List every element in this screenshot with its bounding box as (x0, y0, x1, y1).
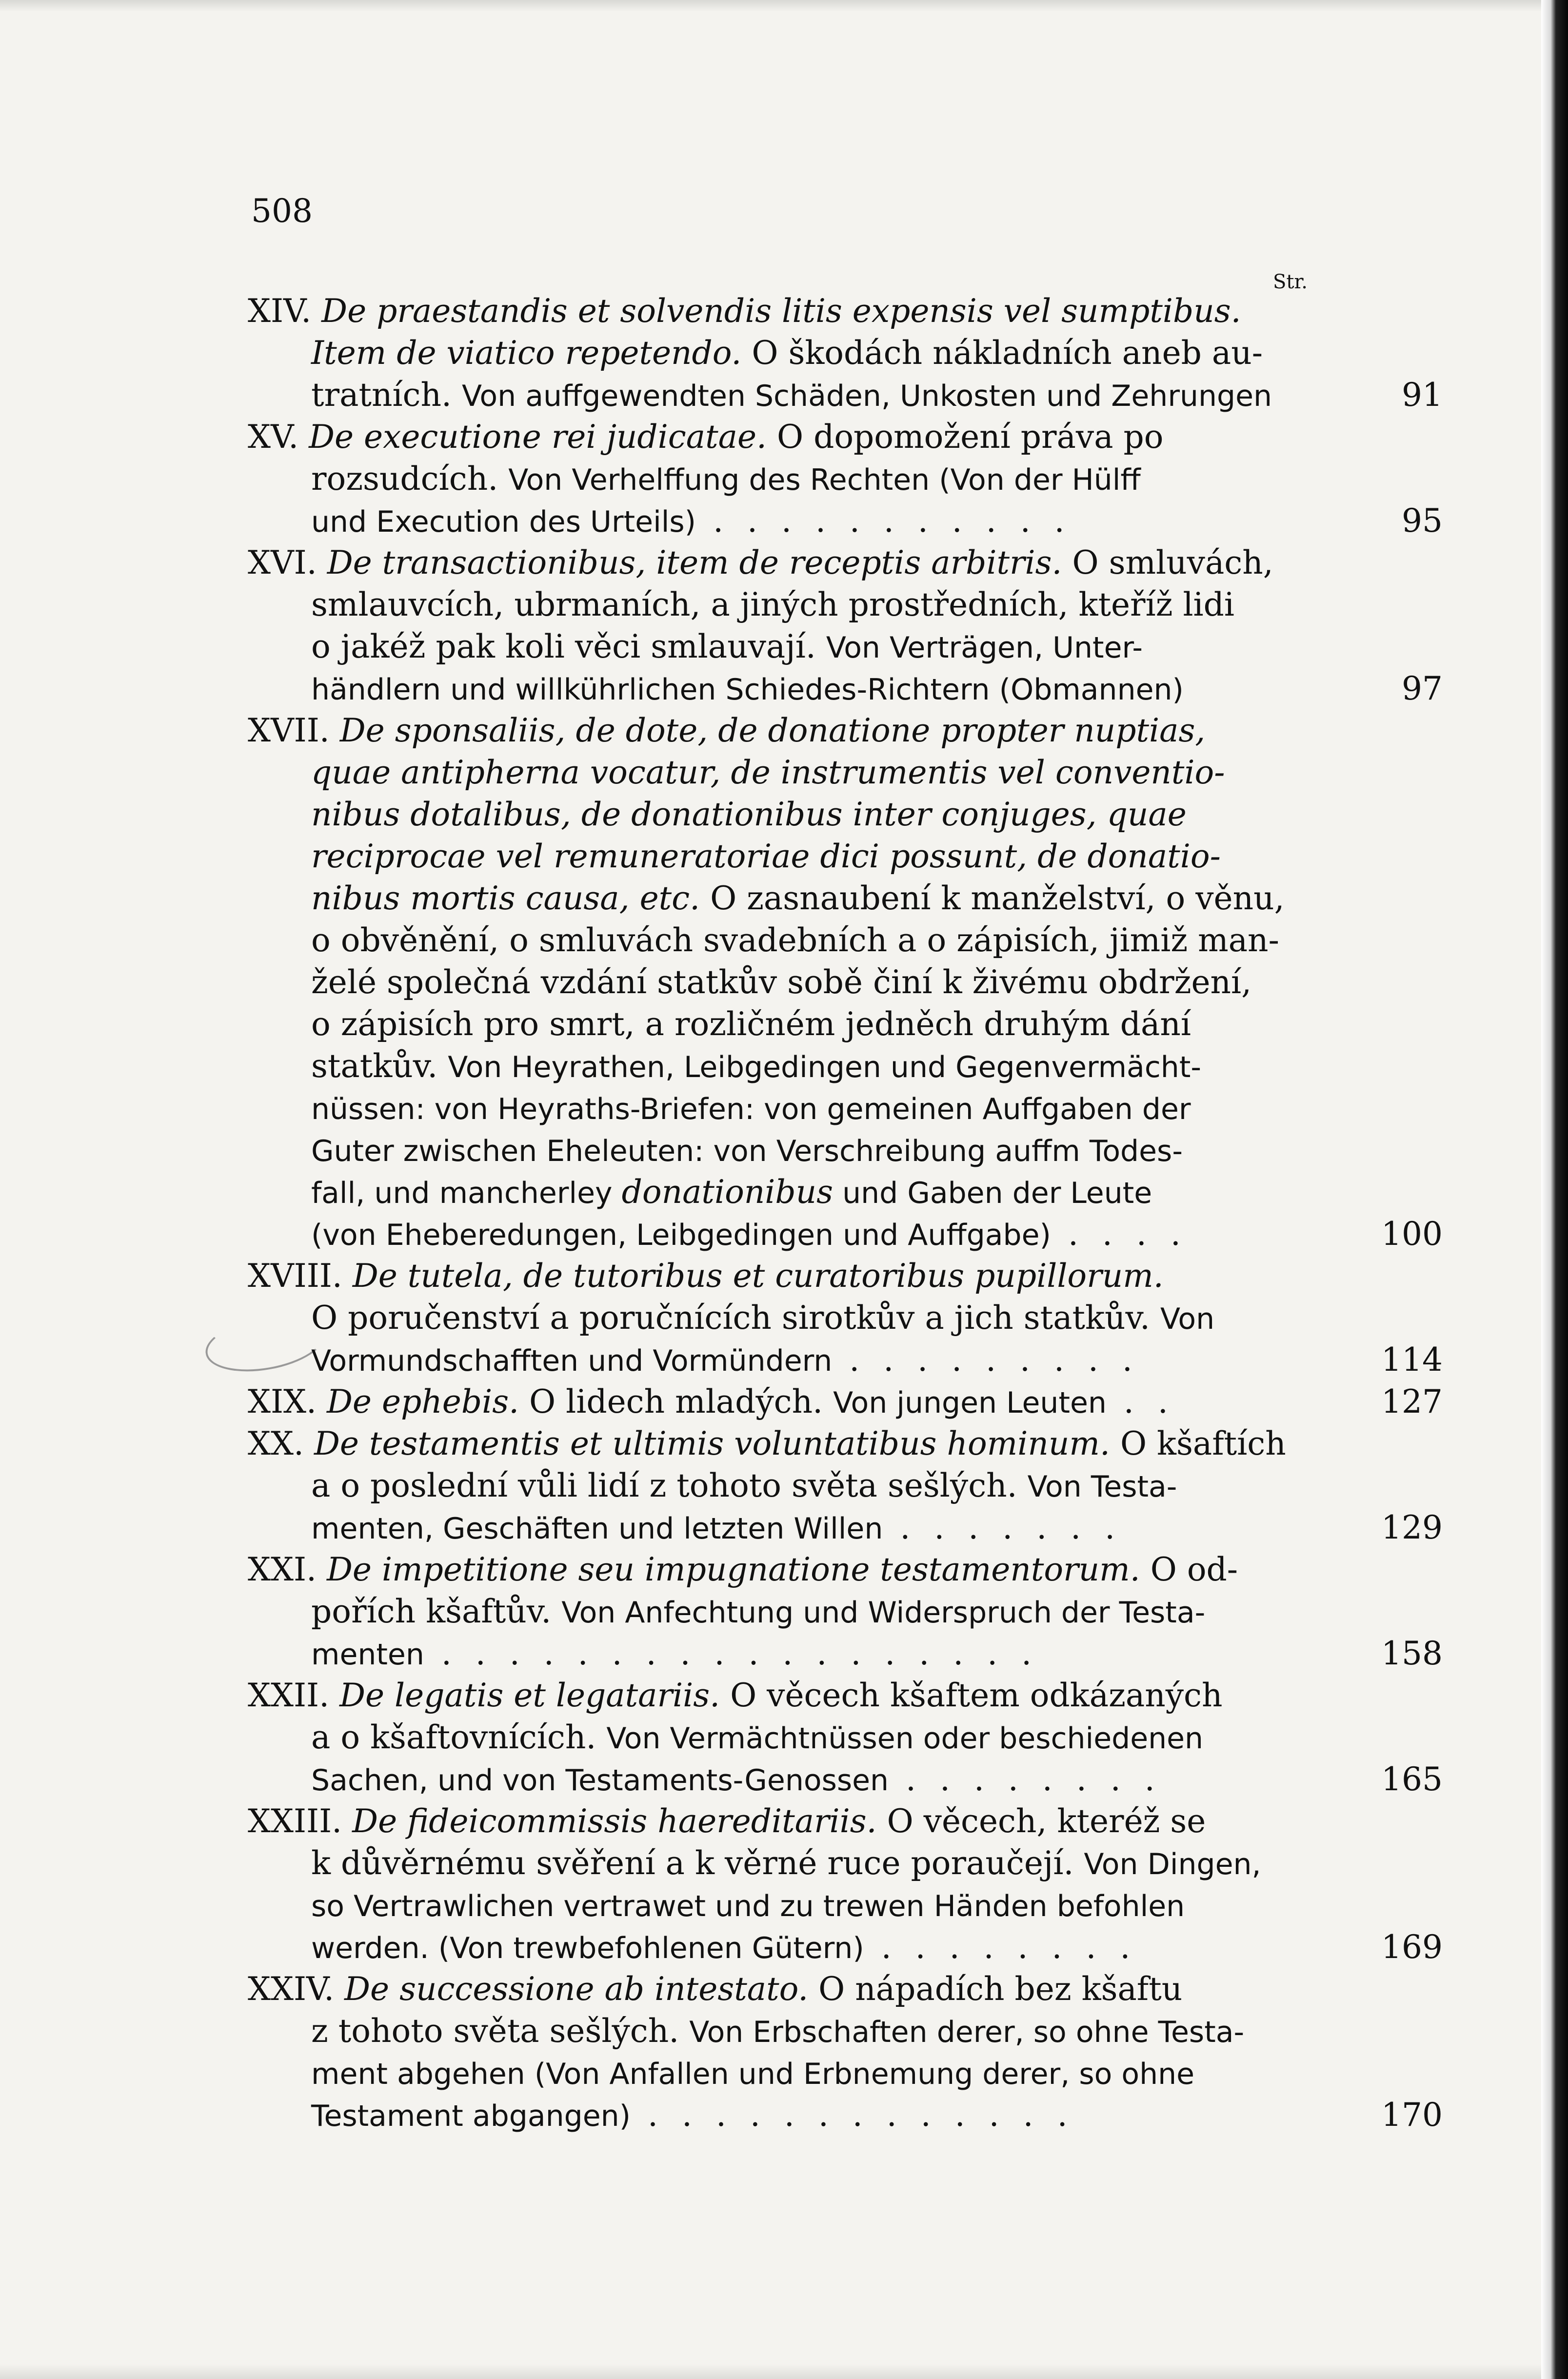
toc-line (248, 1800, 1443, 1842)
toc-line (248, 710, 1443, 752)
scan-edge-right (1541, 0, 1568, 2379)
latin-title: Item de viatico repetendo. (311, 334, 742, 372)
latin-title: De tutela, de tutoribus et curatoribus pupillorum. (352, 1257, 1164, 1295)
toc-line (248, 1675, 1443, 1717)
dot-leader: . . . . . . . . . . . (696, 502, 1072, 540)
page-ref: 100 (1381, 1215, 1443, 1253)
scan-edge-bottom (0, 2364, 1541, 2379)
page-ref: 158 (1381, 1635, 1443, 1672)
toc-line (248, 1591, 1443, 1633)
page-column-label: Str. (1273, 271, 1308, 293)
toc-entry (248, 542, 1443, 710)
chapter-number: XVI. (248, 544, 317, 581)
toc-entry (248, 1675, 1443, 1800)
czech-text: statkův. (311, 1047, 448, 1085)
czech-text: o jakéž pak koli věci smlauvají. (311, 628, 826, 665)
german-text: Von (1160, 1302, 1215, 1336)
german-text: Von Verhelffung des Rechten (Von der Hülff (508, 463, 1141, 497)
latin-title: reciprocae vel remuneratoriae dici possunt, de donatio- (311, 838, 1221, 875)
toc-entry (248, 1255, 1443, 1381)
german-text: Von Heyrathen, Leibgedingen und Gegenvermächt- (448, 1050, 1202, 1084)
table-of-contents (248, 290, 1443, 2136)
toc-line (248, 752, 1443, 794)
czech-text: pořích kšaftův. (311, 1593, 562, 1630)
czech-text: tratních. (311, 376, 462, 414)
toc-line (248, 961, 1443, 1003)
toc-line (248, 1549, 1443, 1591)
toc-entry (248, 1381, 1443, 1423)
toc-entry (248, 290, 1443, 416)
toc-entry (248, 416, 1443, 542)
toc-line (248, 1926, 1443, 1968)
toc-entry (248, 1423, 1443, 1549)
latin-title: De praestandis et solvendis litis expensis vel sumptibus. (321, 292, 1241, 330)
latin-title: De ephebis. (327, 1383, 519, 1420)
czech-text: a o kšaftovnících. (311, 1719, 607, 1756)
toc-line (248, 1339, 1443, 1381)
dot-leader: . . . . . . . . . . . . . (631, 2096, 1074, 2134)
toc-line (248, 1759, 1443, 1800)
german-text: händlern und willkührlichen Schiedes-Richtern (Obmannen) (311, 673, 1184, 707)
german-text: Von Verträgen, Unter- (826, 631, 1143, 665)
page-ref: 114 (1381, 1341, 1443, 1379)
latin-title: nibus dotalibus, de donationibus inter conjuges, quae (311, 796, 1187, 833)
toc-line (248, 1884, 1443, 1926)
dot-leader: . . . . (1051, 1215, 1188, 1253)
toc-line (248, 1507, 1443, 1549)
page-ref: 169 (1381, 1928, 1443, 1966)
toc-line (248, 2052, 1443, 2094)
latin-title: De successione ab intestato. (344, 1970, 809, 2008)
chapter-number: XVII. (248, 712, 330, 749)
toc-line (248, 878, 1443, 920)
czech-text: O kšaftích (1110, 1425, 1286, 1462)
page-ref: 165 (1381, 1760, 1443, 1798)
toc-line (248, 1297, 1443, 1339)
chapter-number: XX. (248, 1425, 304, 1462)
dot-leader: . . . . . . . . . . . . . . . . . . (424, 1635, 1039, 1672)
toc-line (248, 1968, 1443, 2010)
german-text: Von auffgewendten Schäden, Unkosten und Zehrungen (462, 379, 1272, 413)
toc-line (248, 290, 1443, 332)
toc-line (248, 1633, 1443, 1675)
german-text: menten (311, 1638, 424, 1672)
toc-line (248, 1717, 1443, 1759)
scan-edge-top (0, 0, 1541, 12)
chapter-number: XXII. (248, 1677, 330, 1714)
german-text: werden. (Von trewbefohlenen Gütern) (311, 1931, 864, 1965)
czech-text: O věcech, kteréž se (876, 1802, 1206, 1840)
dot-leader: . . . . . . . . (889, 1760, 1162, 1798)
czech-text: želé společná vzdání statkův sobě činí k živému obdržení, (311, 963, 1252, 1001)
czech-text: smlauvcích, ubrmaních, a jiných prostředních, kteříž lidi (311, 586, 1235, 623)
toc-entry (248, 710, 1443, 1255)
page-ref: 170 (1381, 2096, 1443, 2134)
page-ref: 127 (1381, 1383, 1443, 1420)
german-text: Sachen, und von Testaments-Genossen (311, 1763, 889, 1798)
page-ref: 91 (1402, 376, 1443, 414)
dot-leader: . . . . . . . . (864, 1928, 1137, 1966)
toc-entry (248, 1549, 1443, 1675)
toc-line (248, 542, 1443, 584)
chapter-number: XXI. (248, 1551, 317, 1588)
czech-text: o zápisích pro smrt, a rozličném jedněch druhým dání (311, 1005, 1191, 1043)
german-text: und Gaben der Leute (833, 1176, 1152, 1210)
latin-title: De testamentis et ultimis voluntatibus hominum. (314, 1425, 1110, 1462)
czech-text: O lidech mladých. (519, 1383, 834, 1420)
toc-line (248, 1465, 1443, 1507)
toc-line (248, 626, 1443, 668)
toc-line (248, 2010, 1443, 2052)
czech-text: O smluvách, (1062, 544, 1273, 581)
dot-leader: . . . . . . . . . (832, 1341, 1139, 1379)
chapter-number: XIV. (248, 292, 312, 330)
czech-text: O věcech kšaftem odkázaných (720, 1677, 1223, 1714)
german-text: Von Vermächtnüssen oder beschiedenen (606, 1721, 1204, 1756)
chapter-number: XV. (248, 418, 299, 456)
czech-text: O zasnaubení k manželství, o věnu, (700, 880, 1285, 917)
german-text: und Execution des Urteils) (311, 505, 696, 539)
czech-text: rozsudcích. (311, 460, 509, 498)
toc-line (248, 1381, 1443, 1423)
german-text: Von Dingen, (1084, 1847, 1261, 1881)
chapter-number: XVIII. (248, 1257, 342, 1295)
czech-text: O škodách nákladních aneb au- (741, 334, 1263, 372)
toc-line (248, 458, 1443, 500)
chapter-number: XXIII. (248, 1802, 342, 1840)
german-text: Von Erbschaften derer, so ohne Testa- (689, 2015, 1245, 2049)
german-text: nüssen: von Heyraths-Briefen: von gemeinen Auffgaben der (311, 1092, 1191, 1126)
latin-title: De sponsaliis, de dote, de donatione propter nuptias, (339, 712, 1206, 749)
page-ref: 129 (1381, 1509, 1443, 1546)
toc-line (248, 1045, 1443, 1087)
toc-line (248, 332, 1443, 374)
toc-line (248, 2094, 1443, 2136)
czech-text: k důvěrnému svěření a k věrné ruce poraučejí. (311, 1844, 1084, 1882)
czech-text: o obvěnění, o smluvách svadebních a o zápisích, jimiž man- (311, 921, 1279, 959)
toc-line (248, 584, 1443, 626)
latin-title: De legatis et legatariis. (339, 1677, 720, 1714)
toc-line (248, 1171, 1443, 1213)
page-ref: 95 (1402, 502, 1443, 540)
toc-line (248, 1213, 1443, 1255)
german-text: ment abgehen (Von Anfallen und Erbnemung derer, so ohne (311, 2057, 1195, 2091)
toc-entry (248, 1968, 1443, 2136)
german-text: fall, und mancherley (311, 1176, 622, 1210)
toc-line (248, 920, 1443, 961)
czech-text: O od- (1140, 1551, 1238, 1588)
page-ref: 97 (1402, 670, 1443, 707)
chapter-number: XXIV. (248, 1970, 335, 2008)
chapter-number: XIX. (248, 1383, 317, 1420)
latin-title: De impetitione seu impugnatione testamentorum. (327, 1551, 1140, 1588)
latin-phrase: donationibus (621, 1173, 834, 1211)
toc-line (248, 374, 1443, 416)
german-text: Von Testa- (1027, 1470, 1177, 1504)
czech-text: z tohoto světa sešlých. (311, 2012, 690, 2050)
czech-text: O poručenství a poručnících sirotkův a jich statkův. (311, 1299, 1160, 1337)
czech-text: a o poslední vůli lidí z tohoto světa sešlých. (311, 1467, 1028, 1504)
german-text: Vormundschafften und Vormündern (311, 1344, 833, 1378)
latin-title: De executione rei judicatae. (309, 418, 767, 456)
czech-text: O dopomožení práva po (767, 418, 1164, 456)
toc-line (248, 794, 1443, 836)
page-number: 508 (251, 192, 313, 230)
toc-line (248, 500, 1443, 542)
toc-line (248, 416, 1443, 458)
latin-title: De transactionibus, item de receptis arbitris. (327, 544, 1062, 581)
german-text: Guter zwischen Eheleuten: von Verschreibung auffm Todes- (311, 1134, 1183, 1168)
toc-line (248, 836, 1443, 878)
dot-leader: . . . . . . . (883, 1509, 1122, 1546)
german-text: Von jungen Leuten (833, 1386, 1107, 1420)
toc-line (248, 1423, 1443, 1465)
toc-line (248, 1003, 1443, 1045)
german-text: so Vertrawlichen vertrawet und zu trewen Händen befohlen (311, 1889, 1185, 1923)
czech-text: O nápadích bez kšaftu (808, 1970, 1183, 2008)
toc-line (248, 1255, 1443, 1297)
toc-line (248, 668, 1443, 710)
toc-line (248, 1129, 1443, 1171)
german-text: Von Anfechtung und Widerspruch der Testa- (561, 1596, 1206, 1630)
toc-entry (248, 1800, 1443, 1968)
dot-leader: . . (1106, 1383, 1175, 1420)
german-text: Testament abgangen) (311, 2099, 631, 2133)
toc-line (248, 1087, 1443, 1129)
latin-title: quae antipherna vocatur, de instrumentis vel conventio- (311, 754, 1225, 791)
german-text: menten, Geschäften und letzten Willen (311, 1512, 883, 1546)
toc-line (248, 1842, 1443, 1884)
latin-title: nibus mortis causa, etc. (311, 880, 700, 917)
latin-title: De fideicommissis haereditariis. (352, 1802, 877, 1840)
german-text: (von Eheberedungen, Leibgedingen und Auffgabe) (311, 1218, 1051, 1252)
